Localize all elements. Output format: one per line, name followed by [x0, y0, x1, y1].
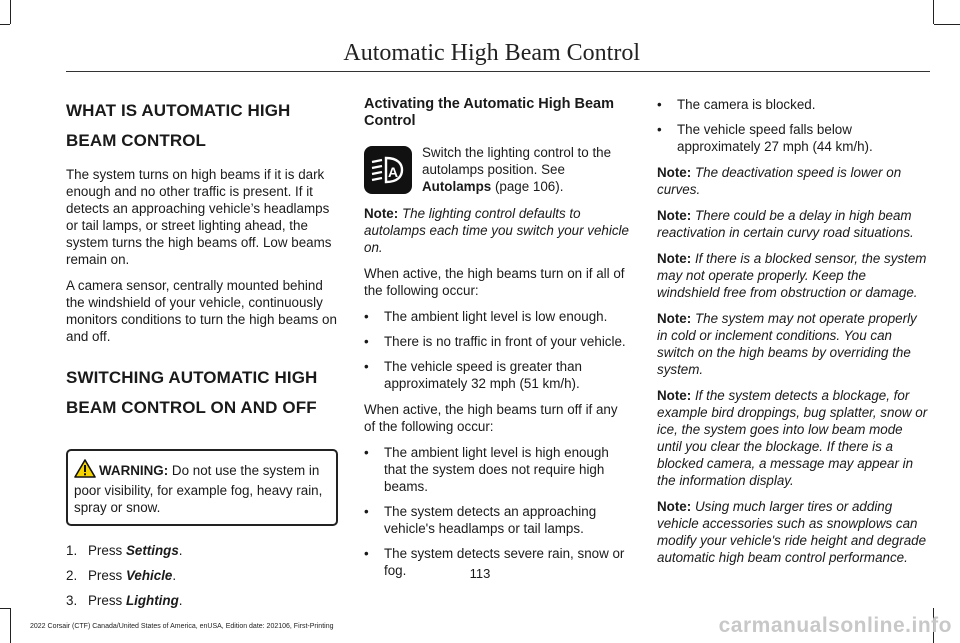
list-item: • The camera is blocked.: [657, 97, 816, 112]
section-heading: Activating the Automatic High Beam Control: [364, 96, 615, 129]
list-item: • The ambient light level is low enough.: [364, 309, 608, 324]
crop-mark: [0, 608, 10, 609]
note-text: If there is a blocked sensor, the system may not operate properly. Keep the windshield free from obstruction or damage.: [657, 251, 927, 300]
note-text: Using much larger tires or adding vehicle accessories such as snowplows can modify your vehicle's ride height and degrade automatic high beam control performance.: [657, 499, 927, 565]
bullet-list: [364, 444, 632, 579]
paragraph: The system turns on high beams if it is dark enough and no other traffic is present. If it detects an approaching vehicle’s headlamps or tail lamps, or street lighting ahead, the system turns the high beams off. Low beams remain on.: [66, 167, 332, 267]
watermark: carmanualsonline.info: [718, 614, 952, 637]
crop-mark: [934, 24, 960, 25]
paragraph: A camera sensor, centrally mounted behind the windshield of your vehicle, continuously monitors conditions to turn the high beams on and off.: [66, 278, 337, 344]
page-number: 113: [469, 566, 491, 581]
right-column: [657, 96, 929, 575]
crop-mark: [10, 0, 11, 24]
note-label: Note:: [657, 388, 692, 403]
warning-box: [66, 449, 338, 526]
warning-triangle-icon: [74, 459, 96, 482]
crop-mark: [0, 24, 10, 25]
note: [657, 250, 929, 301]
note-label: Note:: [657, 208, 692, 223]
section-heading: SWITCHING AUTOMATIC HIGH BEAM CONTROL ON AND OFF: [66, 368, 318, 417]
page-title: Automatic High Beam Control: [343, 40, 640, 66]
list-item: • There is no traffic in front of your vehicle.: [364, 334, 626, 349]
list-item: • The system detects an approaching vehicle's headlamps or tail lamps.: [364, 504, 597, 536]
crop-mark: [933, 0, 934, 24]
step-number: 1.: [66, 543, 78, 558]
note: [657, 498, 929, 566]
footer-text: 2022 Corsair (CTF) Canada/United States of America, enUSA, Edition date: 202106, First-Printing: [30, 623, 334, 630]
paragraph: When active, the high beams turn off if any of the following occur:: [364, 402, 618, 434]
autolamps-link[interactable]: Autolamps: [422, 179, 492, 194]
step-item: Lighting: [125, 593, 179, 608]
note-label: Note:: [657, 499, 692, 514]
autolamps-instruction: [364, 144, 632, 195]
paragraph: When active, the high beams turn on if all of the following occur:: [364, 266, 625, 298]
warning-label: WARNING:: [99, 463, 169, 478]
step-verb: Press: [88, 568, 123, 583]
crop-mark: [10, 608, 11, 643]
note-label: Note:: [657, 165, 692, 180]
header-rule: [66, 71, 930, 72]
note: [657, 164, 929, 198]
list-item: 3. Press Lighting.: [66, 593, 183, 608]
list-item: • The system detects severe rain, snow or fog.: [364, 546, 625, 578]
note: [657, 387, 929, 489]
autolamps-icon: [364, 146, 412, 194]
step-item: Vehicle: [125, 568, 173, 583]
note: [657, 310, 929, 378]
list-item: 2. Press Vehicle.: [66, 568, 177, 583]
bullet-list: [657, 96, 929, 155]
note-text: The lighting control defaults to autolamps each time you switch your vehicle on.: [364, 206, 629, 255]
note-text: There could be a delay in high beam reactivation in certain curvy road situations.: [657, 208, 914, 240]
step-verb: Press: [88, 593, 123, 608]
instruction-text: Switch the lighting control to the autolamps position. See: [422, 145, 612, 177]
note: [364, 205, 632, 256]
middle-column: [364, 96, 632, 588]
step-verb: Press: [88, 543, 123, 558]
note: [657, 207, 929, 241]
bullet-list: [364, 308, 632, 392]
note-text: If the system detects a blockage, for example bird droppings, bug splatter, snow or ice, the system goes into low beam mode until you clear the blockage. If there is a blocked camera, a message may appear in the information display.: [657, 388, 928, 488]
page-reference: (page 106).: [494, 179, 564, 194]
step-number: 2.: [66, 568, 78, 583]
step-number: 3.: [66, 593, 78, 608]
note-label: Note:: [364, 206, 399, 221]
list-item: • The vehicle speed falls below approximately 27 mph (44 km/h).: [657, 122, 873, 154]
note-label: Note:: [657, 251, 692, 266]
list-item: • The ambient light level is high enough that the system does not require high beams.: [364, 445, 609, 494]
step-item: Settings: [125, 543, 179, 558]
warning-text: Do not use the system in poor visibility, for example fog, heavy rain, spray or snow.: [74, 463, 323, 515]
note-text: The system may not operate properly in cold or inclement conditions. You can switch on the high beams by overriding the system.: [657, 311, 917, 377]
note-label: Note:: [657, 311, 692, 326]
list-item: 1. Press Settings.: [66, 543, 183, 558]
note-text: The deactivation speed is lower on curves.: [657, 165, 902, 197]
svg-text:A: A: [388, 164, 399, 180]
list-item: • The vehicle speed is greater than approximately 32 mph (51 km/h).: [364, 359, 583, 391]
left-column: [66, 96, 338, 617]
section-heading: WHAT IS AUTOMATIC HIGH BEAM CONTROL: [66, 101, 291, 150]
